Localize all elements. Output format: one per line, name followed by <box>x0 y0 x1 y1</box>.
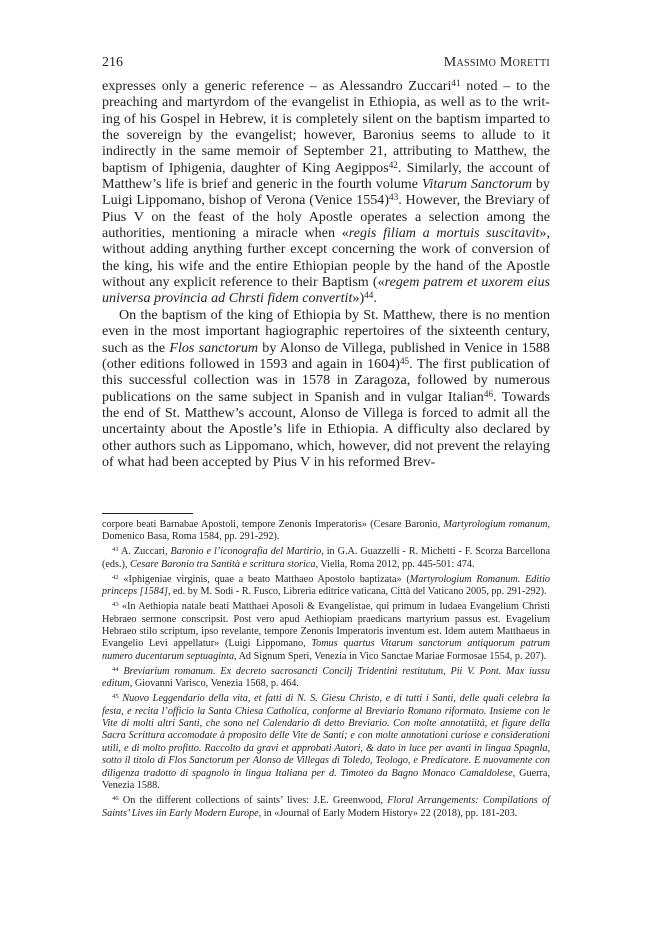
footnote-41: $^{41}$ A. Zuccari, Baronio e l’iconografia del Martirio, in G.A. Guazzelli - R. Michetti - F. Scorza Barcellona (eds.), Cesare Baronio tra Santità e scrittura storica, Viella, Roma 2012, pp. 445-501: 474. <box>102 546 551 570</box>
body-paragraph-2: On the baptism of the king of Ethiopia by St. Matthew, there is no mention even in the most important hagiographic repertoires of the sixteenth century, such as the Flos sanctorum by Alonso de Villega, published in Venice in 1588 (other editions followed in 1593 and again in 1604)$^{45}$. The first publication of this successful collection was in 1578 in Zaragoza, followed by numerous publications on the same subject in Spanish and in vulgar Italian$^{46}$. Towards the end of St. Matthew’s account, Alonso de Villega is forced to admit all the uncertainty about the Apostle’s life in Ethiopia. A difficulty also declared by other authors such as Lippomano, which, however, did not prevent the relaying of what had been accepted by Pius V in his reformed Brev- <box>102 306 550 470</box>
footnote-number: 45 <box>112 693 119 701</box>
footnote-43: $^{43}$ «In Aethiopia natale beati Matthaei Aposoli & Evangelistae, qui primum in Iudaea Evangelium Christi Hebraeo sermone conscripsit. Post vero apud Aethiopiam praedicans martyrium passus est. Evagelium Hebraeo stilo scriptum, ipso revelante, tempore Zenonis Imperatoris inventum est. Idem autem Matthaeus in Evangelio Levi appellatur» (Luigi Lippomano, Tomus quartus Vitarum sanctorum antiquorum patrum numero ducentarum septuaginta, Ad Signum Speri, Venezia in Vico Sanctae Mariae Formosae 1554, p. 207). <box>102 601 550 662</box>
page-number: 216 <box>102 55 123 70</box>
footnote-ref-43[interactable]: 43 <box>389 192 399 203</box>
work-title: Flos sanctorum <box>169 339 259 356</box>
footnote-continuation: corpore beati Barnabae Apostoli, tempore Zenonis Imperatoris» (Cesare Baronio, Martyrologium romanum, Domenico Basa, Roma 1584, pp. 291-292). <box>102 519 550 543</box>
footnote-ref-44[interactable]: 44 <box>364 290 374 301</box>
footnote-ref-46[interactable]: 46 <box>483 388 494 399</box>
running-head-author: Massimo Moretti <box>443 55 550 70</box>
footnote-44: $^{44}$ Breviarium romanum. Ex decreto sacrosancti Concilj Tridentini restitutum, Pii V. Pont. Max iussu editum, Giovanni Varisco, Venezia 1568, p. 464. <box>102 665 550 690</box>
latin-quote: regis filiam a mortuis suscitavit <box>348 225 540 242</box>
work-title: Vitarum Sanctorum <box>421 176 532 193</box>
page-header <box>102 55 550 75</box>
footnote-ref-41[interactable]: 41 <box>451 77 461 88</box>
body-paragraph-1: expresses only a generic reference – as Alessandro Zuccari$^{41}$ noted – to the preaching and martyrdom of the evangelist in Ethiopia, as well as to the writing of his Gospel in Hebrew, it is completely silent on the baptism imparted to the sovereign by the evangelist; however, Baronius seems to allude to it indirectly in the same memoir of September 21, attributing to Matthew, the baptism of Iphigenia, daughter of King Aegippos$^{42}$. Similarly, the account of Matthew’s life is brief and generic in the fourth volume Vitarum Sanctorum by Luigi Lippomano, bishop of Verona (Venice 1554)$^{43}$. However, the Breviary of Pius V on the feast of the holy Apostle operates a selection among the authorities, mentioning a miracle when «regis filiam a mortuis suscitavit», without adding anything further except concerning the work of conversion of the king, his wife and the entire Ethiopian people by the hand of the Apostle without any explicit reference to their Baptism («regem patrem et uxorem eius universa provincia ad Chrsti fidem convertit»)$^{44}$. <box>102 77 550 307</box>
footnote-number: 42 <box>112 573 119 581</box>
footnote-ref-42[interactable]: 42 <box>388 159 398 170</box>
footnote-46: $^{46}$ On the different collections of saints’ lives: J.E. Greenwood, Floral Arrangements: Compilations of Saints’ Lives iin Early Modern Europe, in «Journal of Early Modern History» 22 (2018), pp. 181-203. <box>102 795 550 819</box>
footnote-number: 46 <box>112 795 119 803</box>
main-text <box>102 78 550 470</box>
latin-quote: regem patrem et uxorem eius universa provincia ad Chrsti fidem convertit <box>102 274 550 307</box>
footnote-45: $^{45}$ Nuovo Leggendario della vita, et fatti di N. S. Giesu Christo, e di tutti i Santi, delle quali celebra la festa, e recita l’officio la Santa Chiesa Catholica, conforme al Breviario Romano riformato. Insieme con le Vite di molti altri Santi, che sono nel Calendario di detto Breviario. Con molte annotatiità, et figure della Sacra Scrittura accomodate à proposito delle Vite de Santi; e con molte annotationi curiose e considerationi utili, e di molto profitto. Raccolto da gravi et approbati Autori, & dato in luce per avanti in lingua Spagnla, sotto il titolo di Flos Sanctorum per Alonso de Villegas di Toledo, Teologo, e Predicatore. E nuovamente con diligenza tradotto di spagnolo in lingua Italiana per d. Timoteo da Bagno Monaco Camaldolese, Guerra, Venezia 1588. <box>102 693 551 792</box>
footnote-number: 43 <box>112 601 119 609</box>
footnote-42: $^{42}$ «Iphigeniae virginis, quae a beato Matthaeo Apostolo baptizata» (Martyrologium Romanum. Editio princeps [1584], ed. by M. Sodi - R. Fusco, Libreria editrice vaticana, Città del Vaticano 2005, pp. 291-292). <box>102 573 550 598</box>
footnote-separator <box>102 513 193 514</box>
footnotes <box>102 519 550 820</box>
footnote-number: 41 <box>112 546 119 554</box>
footnote-number: 44 <box>112 665 119 673</box>
footnote-ref-45[interactable]: 45 <box>399 355 410 366</box>
